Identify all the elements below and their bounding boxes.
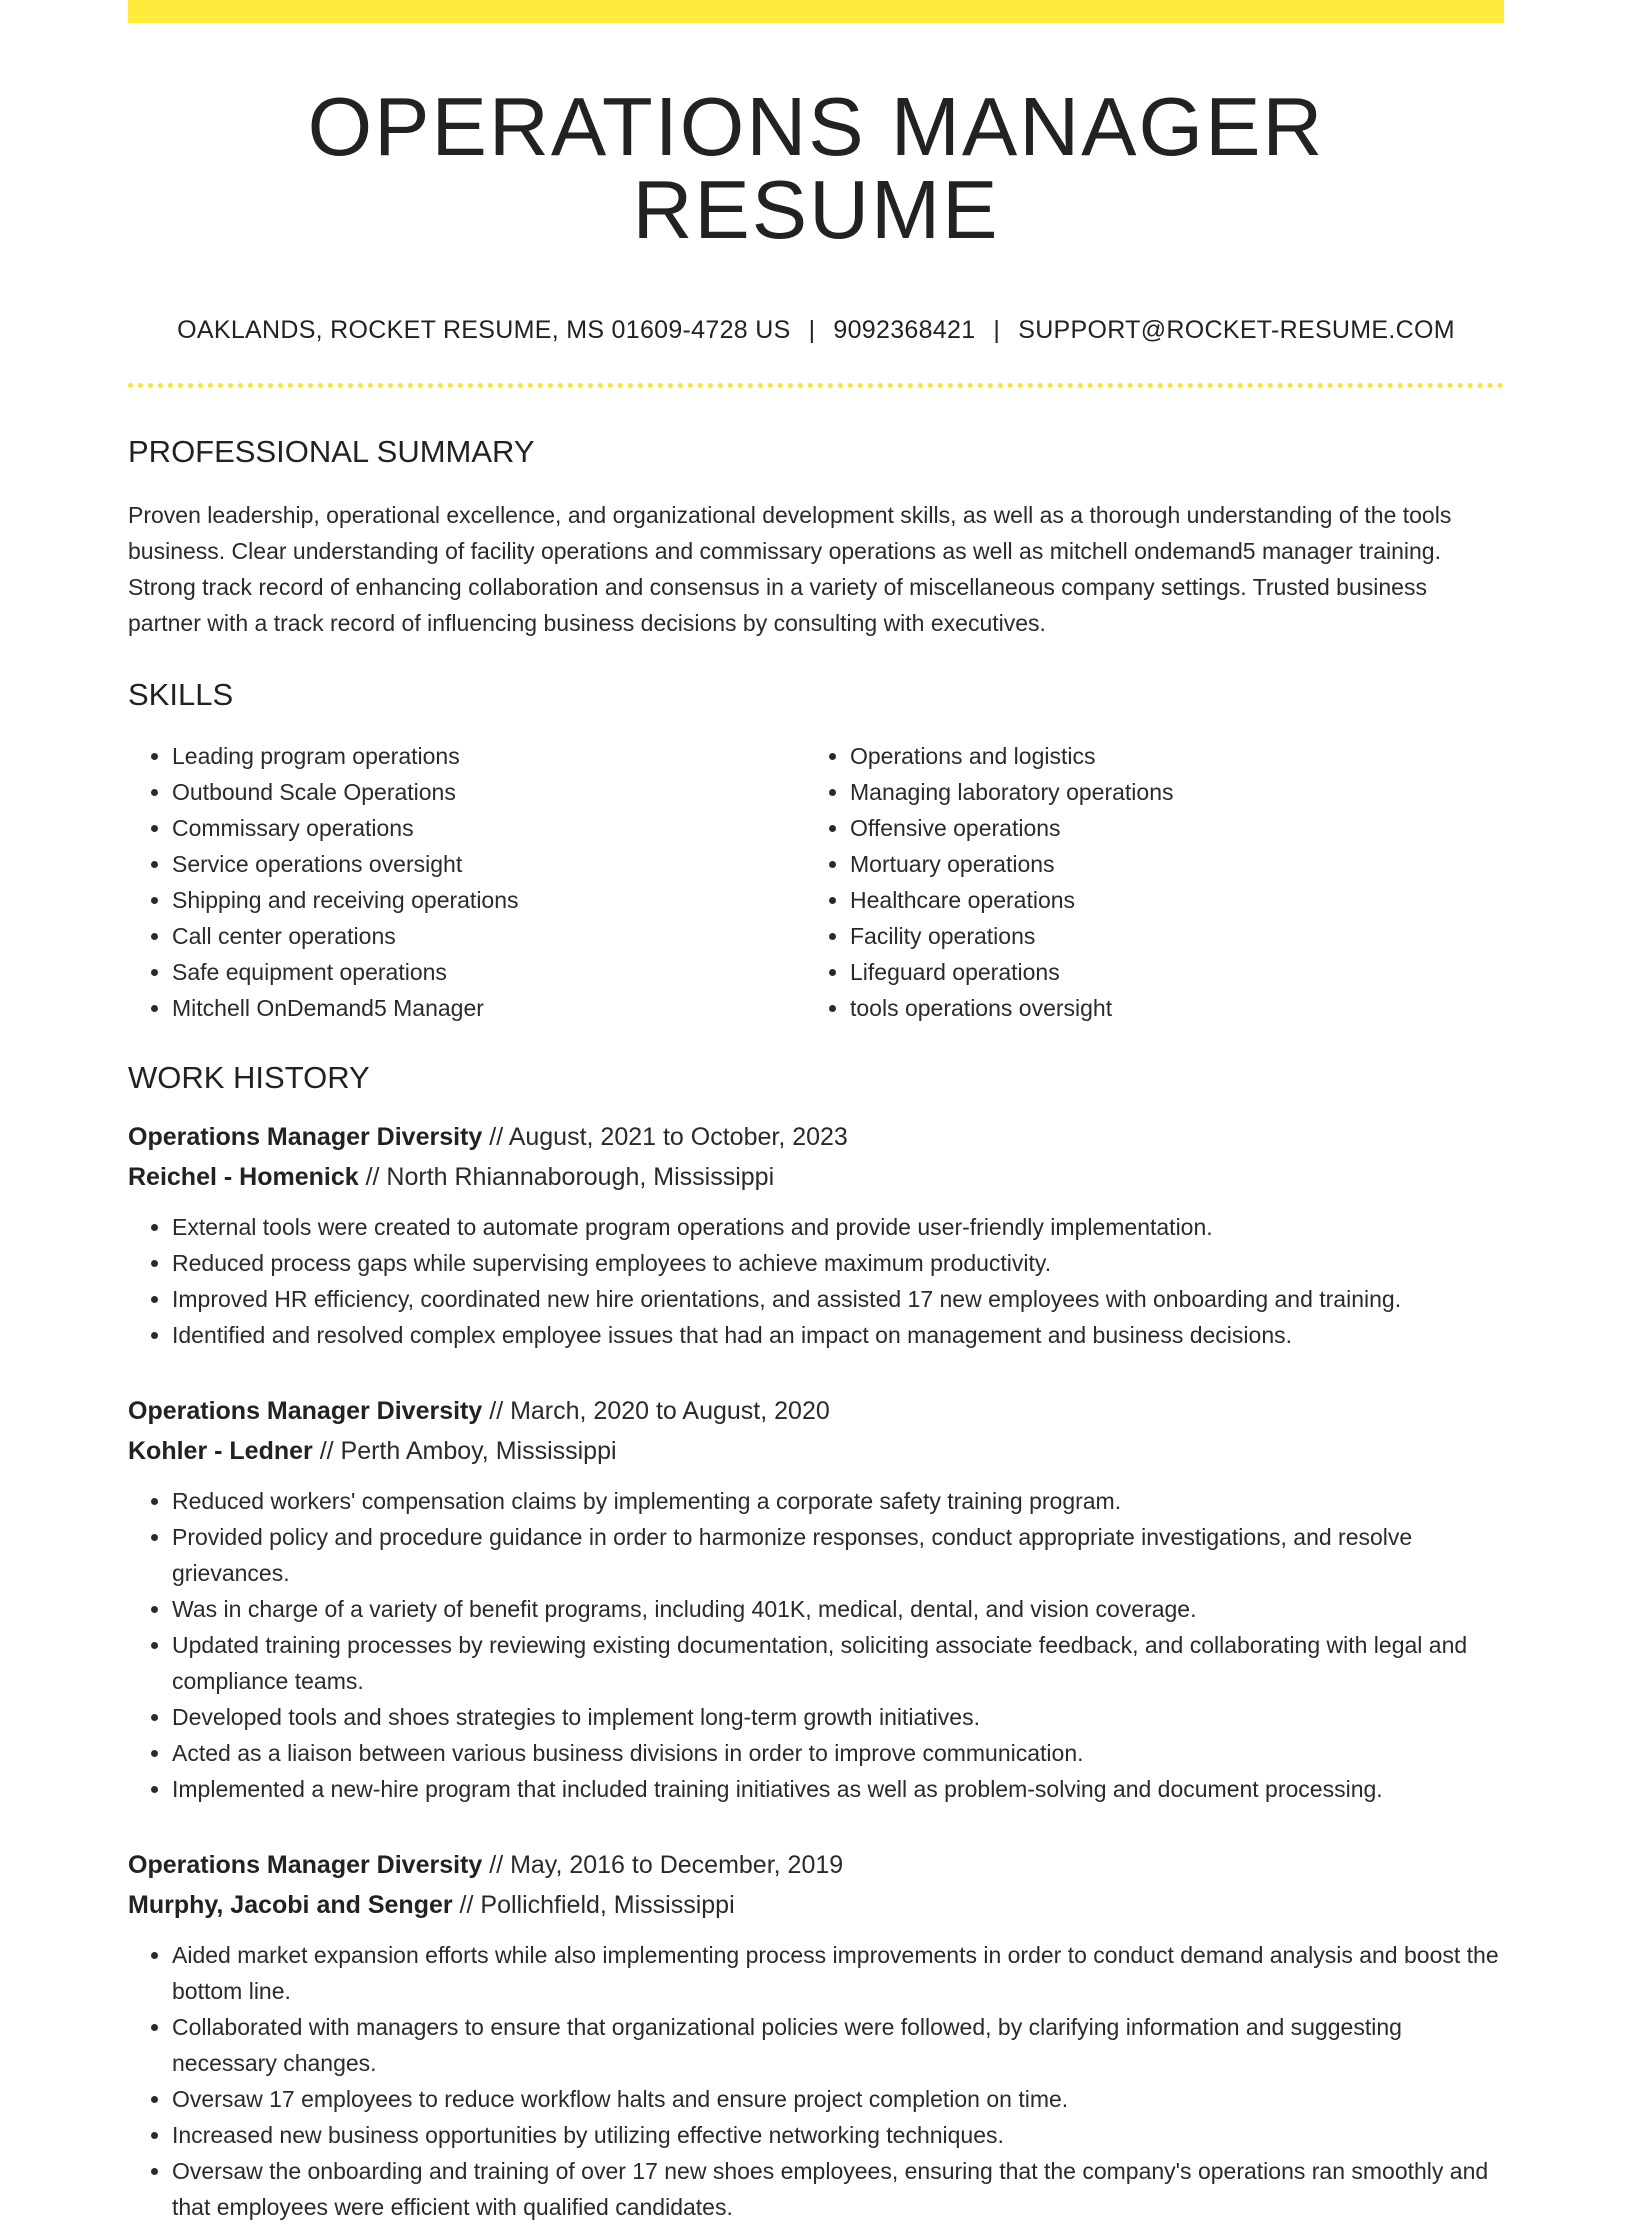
skills-columns (128, 738, 1504, 1026)
job-bullet: • Identified and resolved complex employee issues that had an impact on management and business decisions. (172, 1317, 1504, 1353)
job-bullet: • Oversaw the onboarding and training of over 17 new shoes employees, ensuring that the company's operations ran smoothly and that employees were efficient with qualified candidates. (172, 2153, 1504, 2225)
job-bullet: • Increased new business opportunities by utilizing effective networking techniques. (172, 2117, 1504, 2153)
job-bullet: • Developed tools and shoes strategies to implement long-term growth initiatives. (172, 1699, 1504, 1735)
contact-email[interactable]: SUPPORT@ROCKET-RESUME.COM (1018, 316, 1455, 344)
skills-list-left (128, 738, 806, 1026)
job-company: Reichel - Homenick (128, 1163, 359, 1191)
skill-item: • Facility operations (850, 918, 1484, 954)
job-company: Murphy, Jacobi and Senger (128, 1891, 453, 1919)
job-dates: // March, 2020 to August, 2020 (482, 1397, 830, 1425)
contact-address: OAKLANDS, ROCKET RESUME, MS 01609-4728 US (177, 316, 791, 344)
job-entry (128, 1391, 1504, 1807)
job-bullet: • Reduced workers' compensation claims by implementing a corporate safety training program. (172, 1483, 1504, 1519)
skill-item: • Service operations oversight (172, 846, 806, 882)
skill-item: • Mitchell OnDemand5 Manager (172, 990, 806, 1026)
skill-item: • Outbound Scale Operations (172, 774, 806, 810)
skill-item: • Operations and logistics (850, 738, 1484, 774)
job-title: Operations Manager Diversity (128, 1851, 483, 1879)
job-bullet: • Implemented a new-hire program that included training initiatives as well as problem-solving and document processing. (172, 1771, 1504, 1807)
job-bullets (128, 1937, 1504, 2225)
job-bullet: • Provided policy and procedure guidance in order to harmonize responses, conduct appropriate investigations, and resolve grievances. (172, 1519, 1504, 1591)
job-entry (128, 1845, 1504, 2225)
skill-item: • Lifeguard operations (850, 954, 1484, 990)
job-bullet: • Acted as a liaison between various business divisions in order to improve communication. (172, 1735, 1504, 1771)
job-company: Kohler - Ledner (128, 1437, 313, 1465)
contact-phone[interactable]: 9092368421 (833, 316, 976, 344)
skill-item: • Commissary operations (172, 810, 806, 846)
skill-item: • Leading program operations (172, 738, 806, 774)
job-title: Operations Manager Diversity (128, 1123, 483, 1151)
job-dates: // May, 2016 to December, 2019 (482, 1851, 844, 1879)
skill-item: • Call center operations (172, 918, 806, 954)
resume-page (128, 0, 1504, 2225)
skill-item: • Managing laboratory operations (850, 774, 1484, 810)
accent-top-bar (128, 0, 1504, 23)
summary-text: Proven leadership, operational excellence, and organizational development skills, as well as a thorough understanding of the tools business. Clear understanding of facility operations and commissary operations as well as mitchell ondemand5 manager training. Strong track record of enhancing collaboration and consensus in a variety of miscellaneous company settings. Trusted business partner with a track record of influencing business decisions by consulting with executives. (128, 502, 1452, 636)
job-location: // North Rhiannaborough, Mississippi (358, 1163, 775, 1191)
job-dates: // August, 2021 to October, 2023 (482, 1123, 848, 1151)
skill-item: • Safe equipment operations (172, 954, 806, 990)
skills-heading: SKILLS (128, 677, 234, 712)
job-bullets (128, 1483, 1504, 1807)
contact-separator: | (808, 316, 816, 344)
dotted-divider (128, 383, 1504, 388)
job-entry (128, 1117, 1504, 1353)
job-company-line (128, 1431, 1504, 1471)
job-title: Operations Manager Diversity (128, 1397, 483, 1425)
skill-item: • Offensive operations (850, 810, 1484, 846)
job-location: // Pollichfield, Mississippi (452, 1891, 735, 1919)
job-bullet: • Updated training processes by reviewing existing documentation, soliciting associate feedback, and collaborating with legal and compliance teams. (172, 1627, 1504, 1699)
job-bullet: • External tools were created to automate program operations and provide user-friendly implementation. (172, 1209, 1504, 1245)
job-bullet: • Collaborated with managers to ensure that organizational policies were followed, by clarifying information and suggesting necessary changes. (172, 2009, 1504, 2081)
job-bullet: • Oversaw 17 employees to reduce workflow halts and ensure project completion on time. (172, 2081, 1504, 2117)
job-title-line (128, 1845, 1504, 1885)
skill-item: • Shipping and receiving operations (172, 882, 806, 918)
skill-item: • Healthcare operations (850, 882, 1484, 918)
summary-heading: PROFESSIONAL SUMMARY (128, 434, 535, 469)
job-bullet: • Was in charge of a variety of benefit programs, including 401K, medical, dental, and vision coverage. (172, 1591, 1504, 1627)
job-location: // Perth Amboy, Mississippi (312, 1437, 617, 1465)
work-history-heading: WORK HISTORY (128, 1060, 370, 1095)
contact-line (128, 318, 1504, 343)
job-company-line (128, 1157, 1504, 1197)
job-bullet: • Aided market expansion efforts while also implementing process improvements in order to conduct demand analysis and boost the bottom line. (172, 1937, 1504, 2009)
skill-item: • Mortuary operations (850, 846, 1484, 882)
job-bullets (128, 1209, 1504, 1353)
contact-separator: | (993, 316, 1001, 344)
job-bullet: • Improved HR efficiency, coordinated new hire orientations, and assisted 17 new employees with onboarding and training. (172, 1281, 1504, 1317)
job-title-line (128, 1117, 1504, 1157)
job-bullet: • Reduced process gaps while supervising employees to achieve maximum productivity. (172, 1245, 1504, 1281)
skills-list-right (806, 738, 1484, 1026)
job-title-line (128, 1391, 1504, 1431)
skill-item: • tools operations oversight (850, 990, 1484, 1026)
job-company-line (128, 1885, 1504, 1925)
resume-title: OPERATIONS MANAGER RESUME (307, 80, 1325, 256)
